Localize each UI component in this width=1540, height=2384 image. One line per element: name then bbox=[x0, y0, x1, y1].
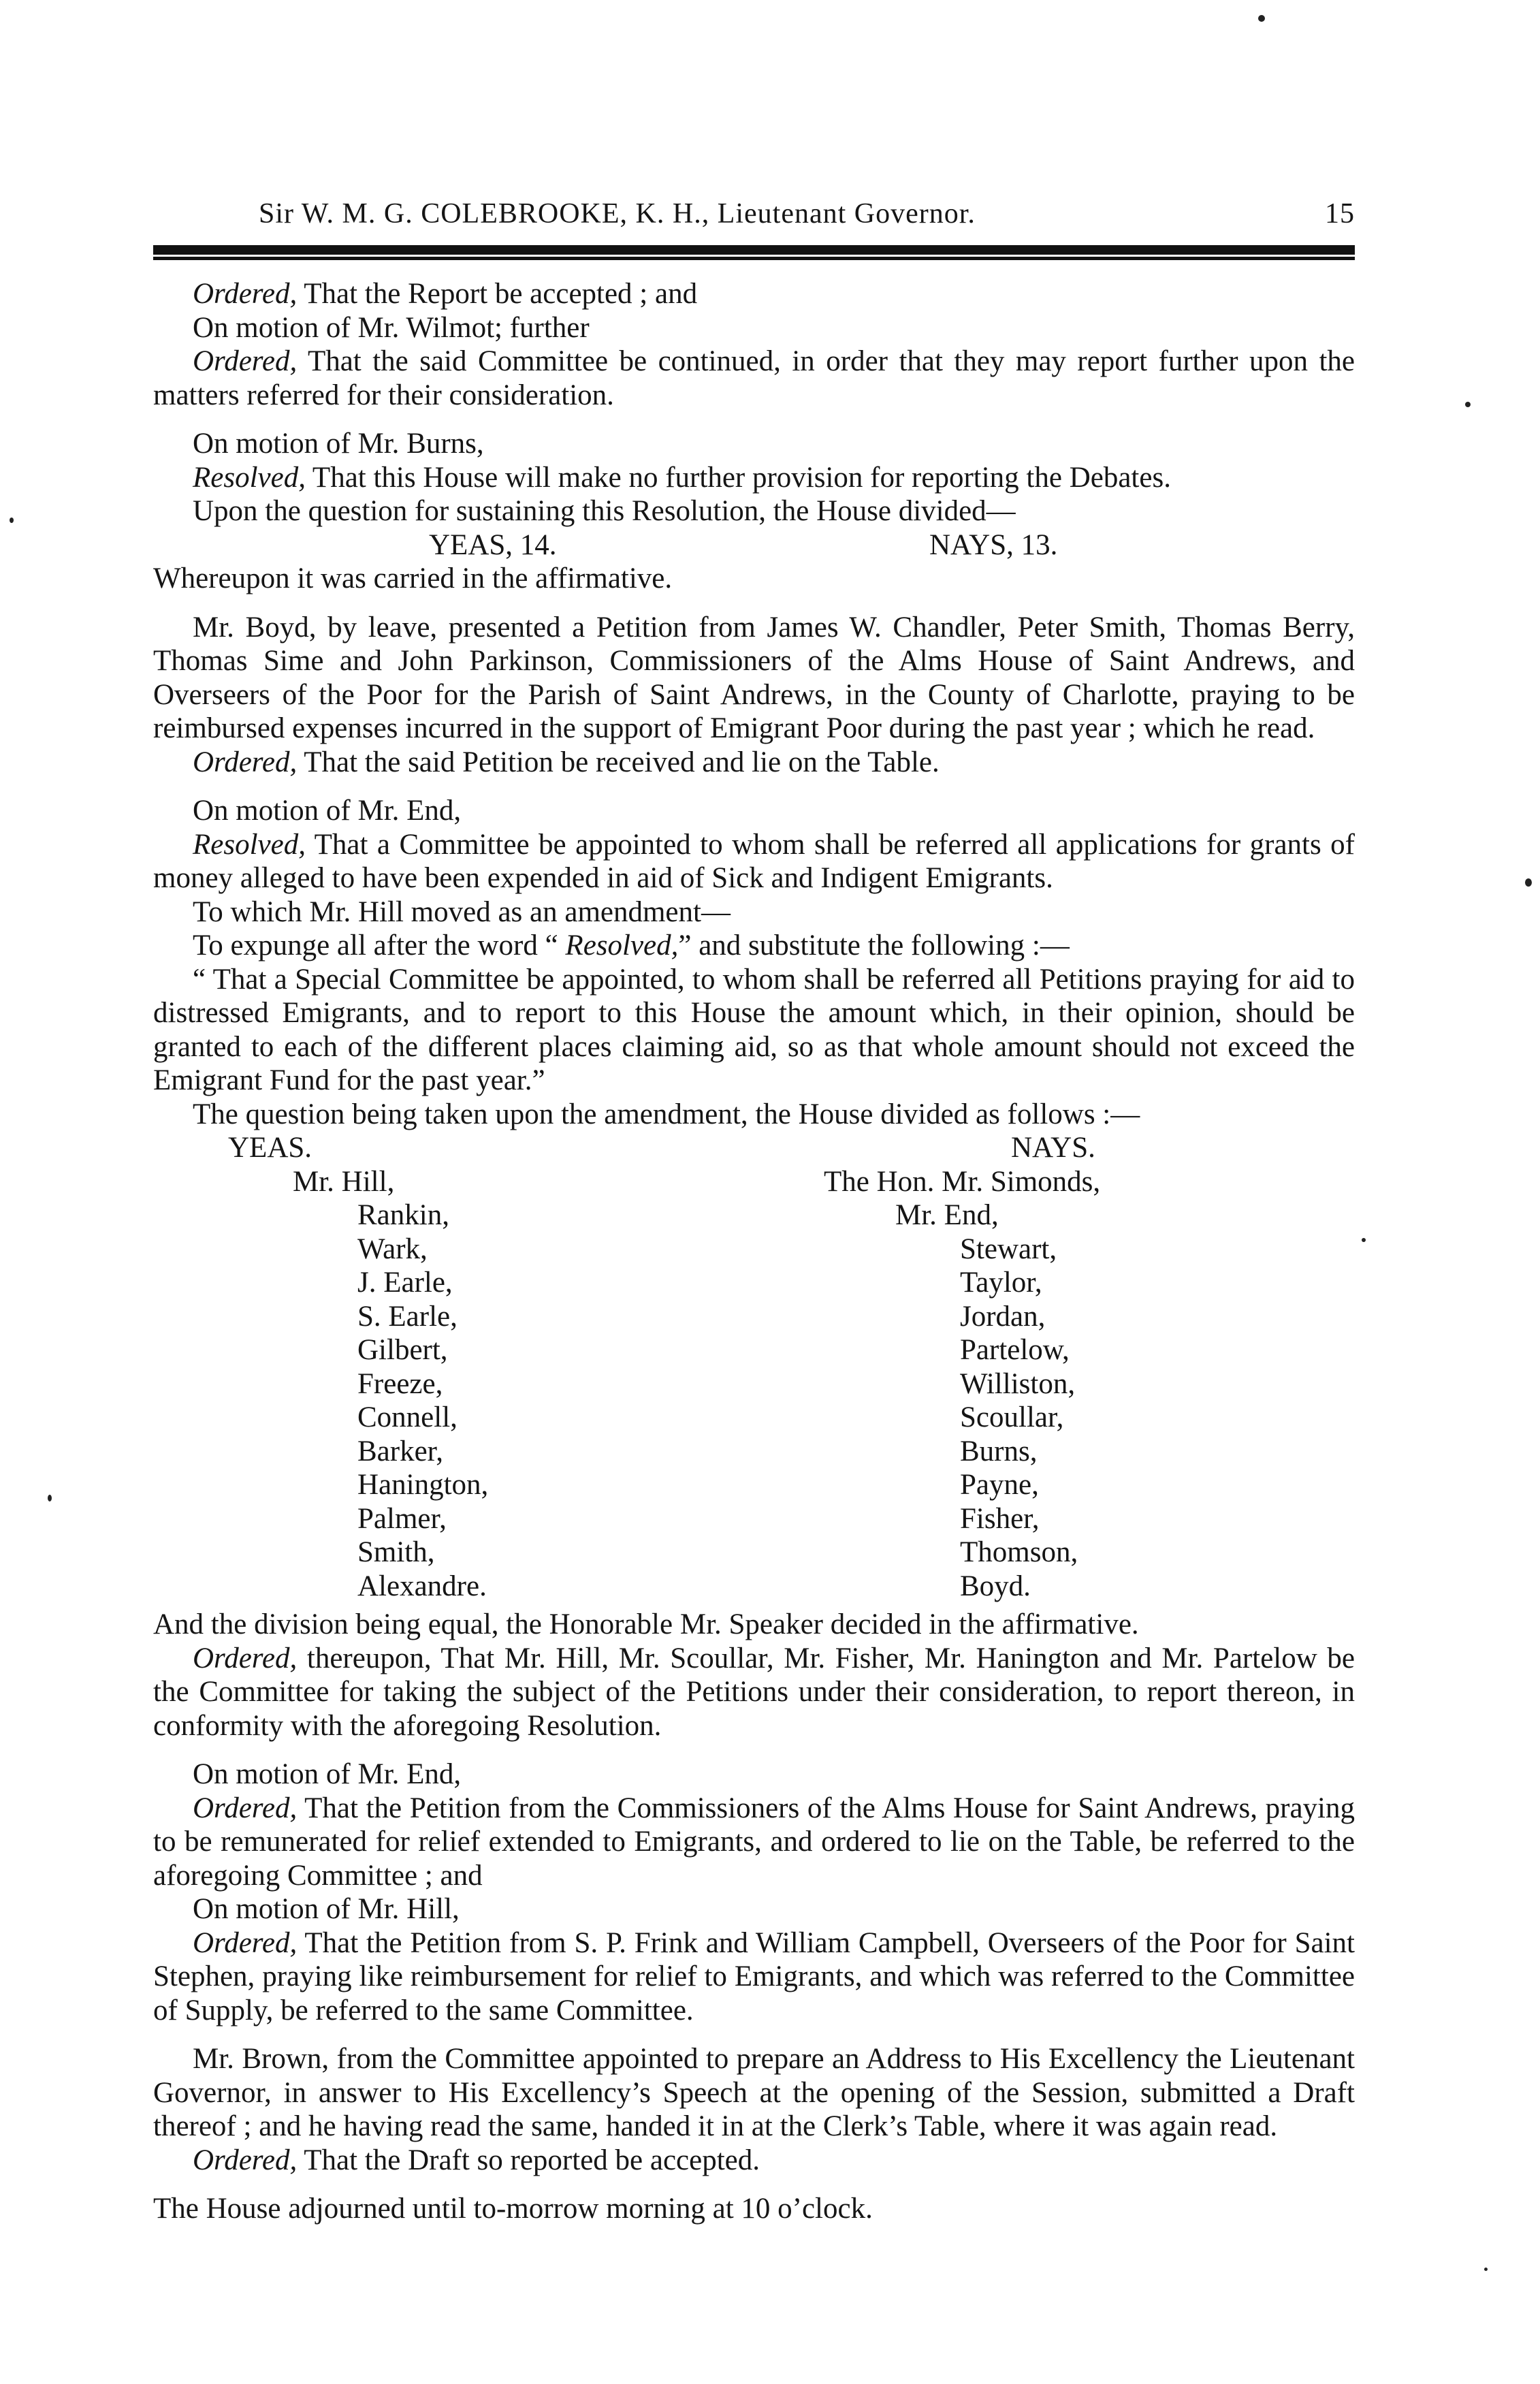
scan-speck bbox=[1362, 1238, 1366, 1242]
yea-member: Connell, bbox=[357, 1401, 458, 1433]
yeas-header: YEAS. bbox=[228, 1132, 312, 1164]
yea-member: Rankin, bbox=[357, 1199, 449, 1231]
italic-lead: Ordered, bbox=[193, 1642, 298, 1674]
yeas-column bbox=[228, 1131, 488, 1603]
nay-member: Scoullar, bbox=[960, 1401, 1064, 1433]
nays-count: NAYS, 13. bbox=[929, 528, 1058, 561]
italic-lead: Resolved, bbox=[193, 461, 306, 494]
paragraph: Ordered, thereupon, That Mr. Hill, Mr. Scoullar, Mr. Fisher, Mr. Hanington and Mr. Partelow be the Committee for taking the subject of the Petitions under their consideration, to report thereon, in conformity with the aforegoing Resolution. bbox=[153, 1642, 1355, 1742]
page-number: 15 bbox=[1325, 198, 1355, 229]
header-rule bbox=[153, 245, 1355, 257]
paragraph: And the division being equal, the Honorable Mr. Speaker decided in the affirmative. bbox=[153, 1608, 1139, 1640]
paragraph: Ordered, That the Draft so reported be accepted. bbox=[193, 2144, 760, 2176]
paragraph: Ordered, That the said Committee be continued, in order that they may report further upon the matters referred for their consideration. bbox=[153, 345, 1355, 411]
scan-speck bbox=[1258, 15, 1265, 22]
paragraph: The question being taken upon the amendment, the House divided as follows :— bbox=[193, 1098, 1140, 1130]
paragraph: Resolved, That a Committee be appointed to whom shall be referred all applications for grants of money alleged to have been expended in aid of Sick and Indigent Emigrants. bbox=[153, 828, 1355, 894]
nay-member: Williston, bbox=[960, 1367, 1076, 1400]
paragraph: Whereupon it was carried in the affirmative. bbox=[153, 562, 673, 594]
nay-member: Mr. End, bbox=[895, 1199, 999, 1231]
paragraph: Resolved, That this House will make no further provision for reporting the Debates. bbox=[193, 461, 1171, 494]
scan-speck bbox=[48, 1495, 52, 1501]
yea-member: Freeze, bbox=[357, 1367, 443, 1400]
yea-member: Alexandre. bbox=[357, 1570, 487, 1602]
paragraph: Ordered, That the said Petition be received and lie on the Table. bbox=[193, 746, 940, 778]
yea-member: Smith, bbox=[357, 1536, 435, 1568]
nay-member: Payne, bbox=[960, 1469, 1039, 1501]
nay-member: Taylor, bbox=[960, 1267, 1042, 1299]
nays-column bbox=[824, 1131, 1100, 1603]
nays-header: NAYS. bbox=[1011, 1132, 1095, 1164]
paragraph: To which Mr. Hill moved as an amendment— bbox=[193, 895, 731, 928]
vote-count-row bbox=[153, 528, 1355, 562]
scan-speck bbox=[1465, 402, 1471, 407]
nay-member: Boyd. bbox=[960, 1570, 1031, 1602]
yea-member: Hanington, bbox=[357, 1469, 489, 1501]
nay-member: Jordan, bbox=[960, 1300, 1046, 1333]
yea-member: S. Earle, bbox=[357, 1300, 458, 1333]
paragraph: Upon the question for sustaining this Resolution, the House divided— bbox=[193, 495, 1016, 527]
nay-member: Thomson, bbox=[960, 1536, 1078, 1568]
italic-lead: Ordered, bbox=[193, 746, 298, 778]
paragraph: To expunge all after the word “ Resolved,” and substitute the following :— bbox=[193, 929, 1070, 961]
header-title: Sir W. M. G. COLEBROOKE, K. H., Lieutenant Governor. bbox=[259, 198, 976, 229]
yea-member: Gilbert, bbox=[357, 1334, 448, 1366]
paragraph: Ordered, That the Petition from S. P. Frink and William Campbell, Overseers of the Poor for Saint Stephen, praying like reimbursement for relief to Emigrants, and which was referred to the Committee of Supply, be referred to the same Committee. bbox=[153, 1926, 1355, 2027]
yea-member: Mr. Hill, bbox=[293, 1165, 395, 1198]
nay-member: Burns, bbox=[960, 1435, 1038, 1467]
italic-lead: Ordered, bbox=[193, 1792, 298, 1824]
italic-word: Resolved, bbox=[565, 929, 679, 961]
yea-member: Barker, bbox=[357, 1435, 444, 1467]
paragraph: Mr. Brown, from the Committee appointed to prepare an Address to His Excellency the Lieutenant Governor, in answer to His Excellency’s Speech at the opening of the Session, submitted a Draft thereof ; and he having read the same, handed it in at the Clerk’s Table, where it was again read. bbox=[153, 2043, 1355, 2142]
yeas-count: YEAS, 14. bbox=[429, 528, 557, 561]
paragraph: Mr. Boyd, by leave, presented a Petition from James W. Chandler, Peter Smith, Thomas Berry, Thomas Sime and John Parkinson, Commissioners of the Alms House of Saint Andrews, and Overseers of the Poor for the Parish of Saint Andrews, in the County of Charlotte, praying to be reimbursed expenses incurred in the support of Emigrant Poor during the past year ; which he read. bbox=[153, 611, 1355, 744]
yea-member: J. Earle, bbox=[357, 1267, 453, 1299]
italic-lead: Ordered, bbox=[193, 345, 298, 377]
paragraph: “ That a Special Committee be appointed, to whom shall be referred all Petitions praying for aid to distressed Emigrants, and to report to this House the amount which, in their opinion, should be granted to each of the different places claiming aid, so as that whole amount should not exceed the Emigrant Fund for the past year.” bbox=[153, 963, 1355, 1096]
italic-lead: Resolved, bbox=[193, 828, 306, 861]
paragraph: On motion of Mr. Hill, bbox=[193, 1893, 460, 1925]
closing-line: The House adjourned until to-morrow morning at 10 o’clock. bbox=[153, 2193, 873, 2225]
paragraph: Ordered, That the Petition from the Commissioners of the Alms House for Saint Andrews, praying to be remunerated for relief extended to Emigrants, and ordered to lie on the Table, be referred to the aforegoing Committee ; and bbox=[153, 1792, 1355, 1892]
paragraph: Ordered, That the Report be accepted ; and bbox=[193, 278, 698, 310]
scan-speck bbox=[1484, 2268, 1488, 2271]
paragraph: On motion of Mr. Burns, bbox=[193, 428, 484, 460]
yea-member: Wark, bbox=[357, 1233, 428, 1265]
paragraph: On motion of Mr. End, bbox=[193, 1758, 462, 1790]
nay-member: Stewart, bbox=[960, 1233, 1057, 1265]
nay-member: Partelow, bbox=[960, 1334, 1070, 1366]
nay-member: The Hon. Mr. Simonds, bbox=[824, 1165, 1101, 1198]
paragraph: On motion of Mr. Wilmot; further bbox=[193, 311, 590, 344]
nay-member: Fisher, bbox=[960, 1502, 1040, 1535]
paragraph: On motion of Mr. End, bbox=[193, 795, 462, 827]
page-body bbox=[153, 277, 1355, 2226]
italic-lead: Ordered, bbox=[193, 2144, 298, 2176]
yea-member: Palmer, bbox=[357, 1502, 447, 1535]
italic-lead: Ordered, bbox=[193, 1926, 298, 1959]
division-list bbox=[153, 1131, 1355, 1608]
running-header bbox=[153, 197, 1355, 245]
journal-page bbox=[153, 197, 1355, 2226]
scan-speck bbox=[1525, 878, 1532, 887]
scan-speck bbox=[10, 518, 14, 523]
italic-lead: Ordered, bbox=[193, 278, 298, 310]
